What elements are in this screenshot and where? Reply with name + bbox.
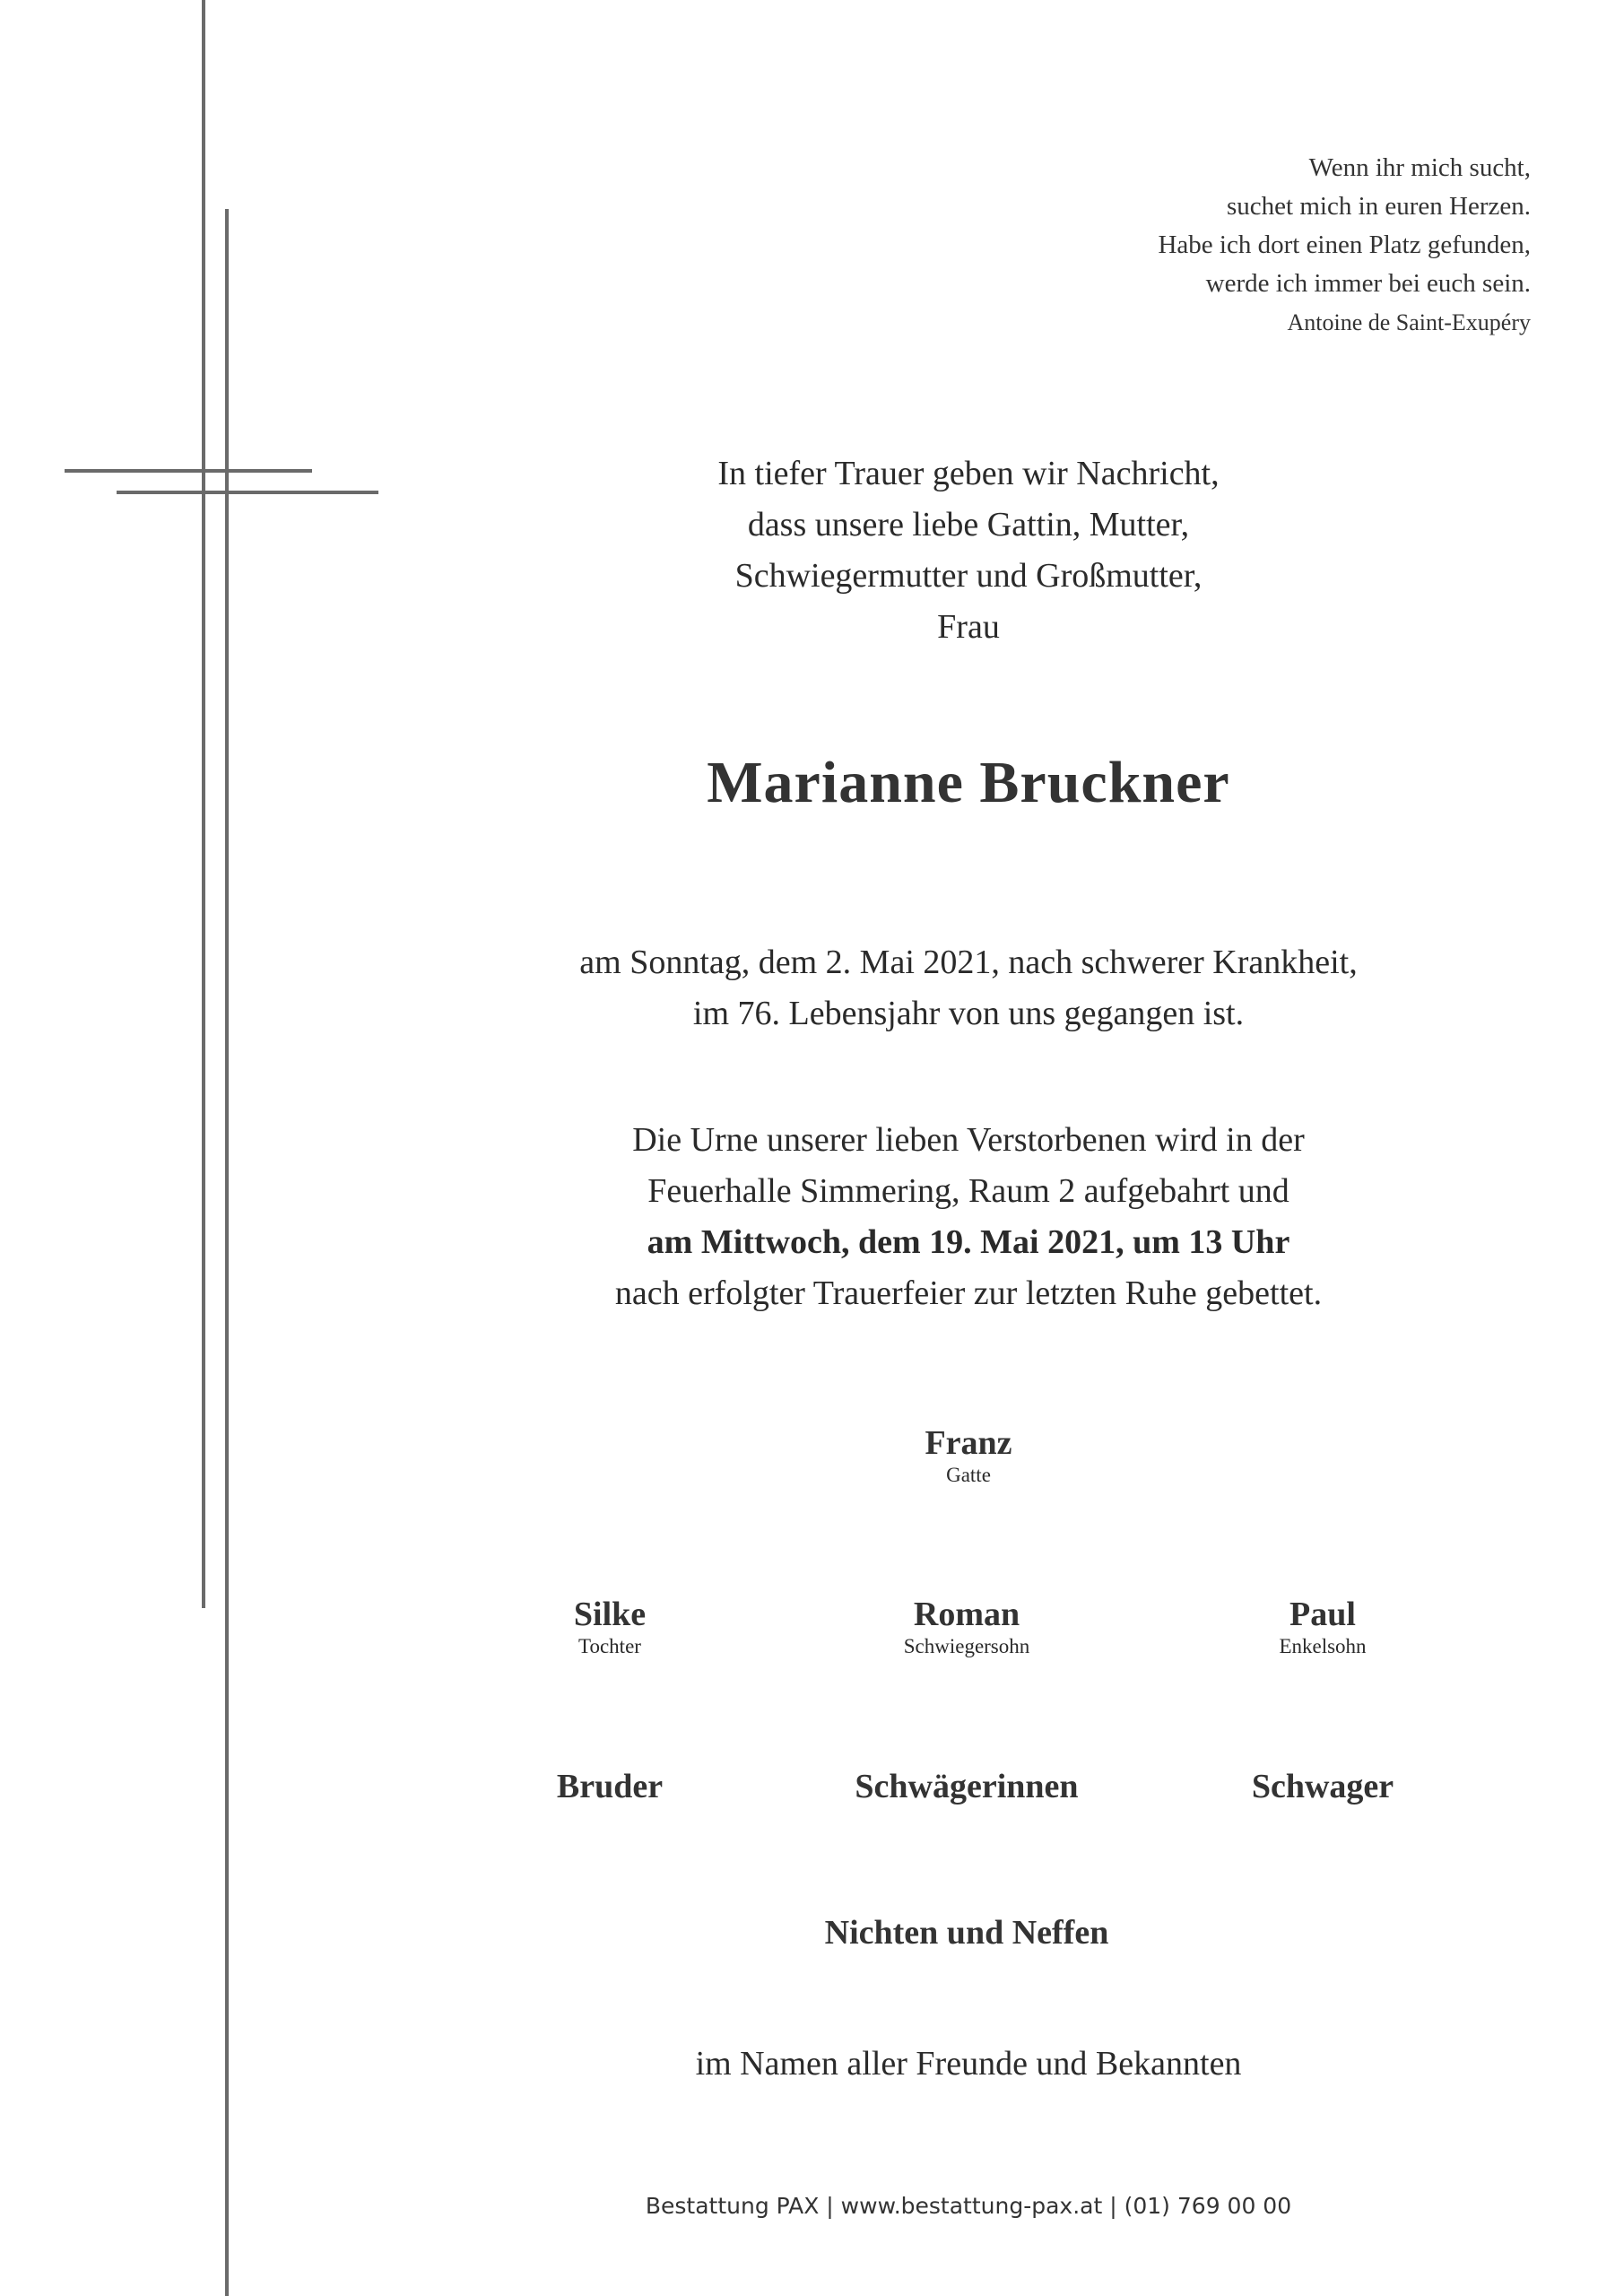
deceased-name: Marianne Bruckner [707, 750, 1230, 815]
intro-line: Schwiegermutter und Großmutter, [734, 557, 1203, 595]
quote-line: suchet mich in euren Herzen. [1227, 192, 1531, 221]
funeral-date-line: am Mittwoch, dem 19. Mai 2021, um 13 Uhr [647, 1223, 1290, 1261]
funeral-line: Die Urne unserer lieben Verstorbenen wird in der [632, 1121, 1305, 1159]
quote-line: Habe ich dort einen Platz gefunden, [1158, 230, 1531, 259]
cross-horizontal-line-bottom [117, 491, 378, 494]
mourner-name: Roman [913, 1596, 1020, 1633]
relation-brother: Bruder [556, 1768, 664, 1805]
mourner-grandson [1143, 1595, 1502, 1659]
relation-nieces-nephews: Nichten und Neffen [824, 1914, 1109, 1952]
intro-line: Frau [937, 608, 1000, 646]
cross-horizontal-line-top [65, 469, 312, 473]
mourner-name: Franz [925, 1424, 1012, 1462]
quote-line: Wenn ihr mich sucht, [1308, 153, 1531, 182]
mourner-spouse [789, 1423, 1148, 1488]
funeral-details [430, 1115, 1506, 1319]
cross-vertical-line-left [202, 0, 205, 1608]
death-line: am Sonntag, dem 2. Mai 2021, nach schwerer Krankheit, [579, 944, 1358, 981]
memorial-quote [1158, 149, 1531, 342]
funeral-line: Feuerhalle Simmering, Raum 2 aufgebahrt und [647, 1172, 1289, 1210]
closing-line: im Namen aller Freunde und Bekannten [695, 2045, 1242, 2083]
intro-line: dass unsere liebe Gattin, Mutter, [747, 506, 1190, 544]
mourner-role: Tochter [578, 1635, 641, 1657]
quote-line: werde ich immer bei euch sein. [1205, 269, 1531, 298]
funeral-home-footer: Bestattung PAX | www.bestattung-pax.at | (01) 769 00 00 [645, 2193, 1292, 2219]
mourner-name: Paul [1289, 1596, 1356, 1633]
mourner-role: Enkelsohn [1279, 1635, 1367, 1657]
intro-line: In tiefer Trauer geben wir Nachricht, [717, 455, 1220, 492]
relation-sisters-in-law: Schwägerinnen [855, 1768, 1079, 1805]
funeral-line: nach erfolgter Trauerfeier zur letzten Ruhe gebettet. [614, 1274, 1323, 1312]
death-notice [430, 937, 1506, 1039]
mourner-son-in-law [787, 1595, 1146, 1659]
mourner-name: Silke [573, 1596, 647, 1633]
mourner-daughter [430, 1595, 789, 1659]
announcement-intro [430, 448, 1506, 653]
death-line: im 76. Lebensjahr von uns gegangen ist. [692, 995, 1245, 1032]
relation-brother-in-law: Schwager [1251, 1768, 1394, 1805]
cross-vertical-line-right [225, 209, 229, 2296]
mourner-role: Schwiegersohn [903, 1635, 1030, 1657]
mourner-role: Gatte [946, 1464, 991, 1486]
quote-author: Antoine de Saint-Exupéry [1287, 309, 1531, 335]
